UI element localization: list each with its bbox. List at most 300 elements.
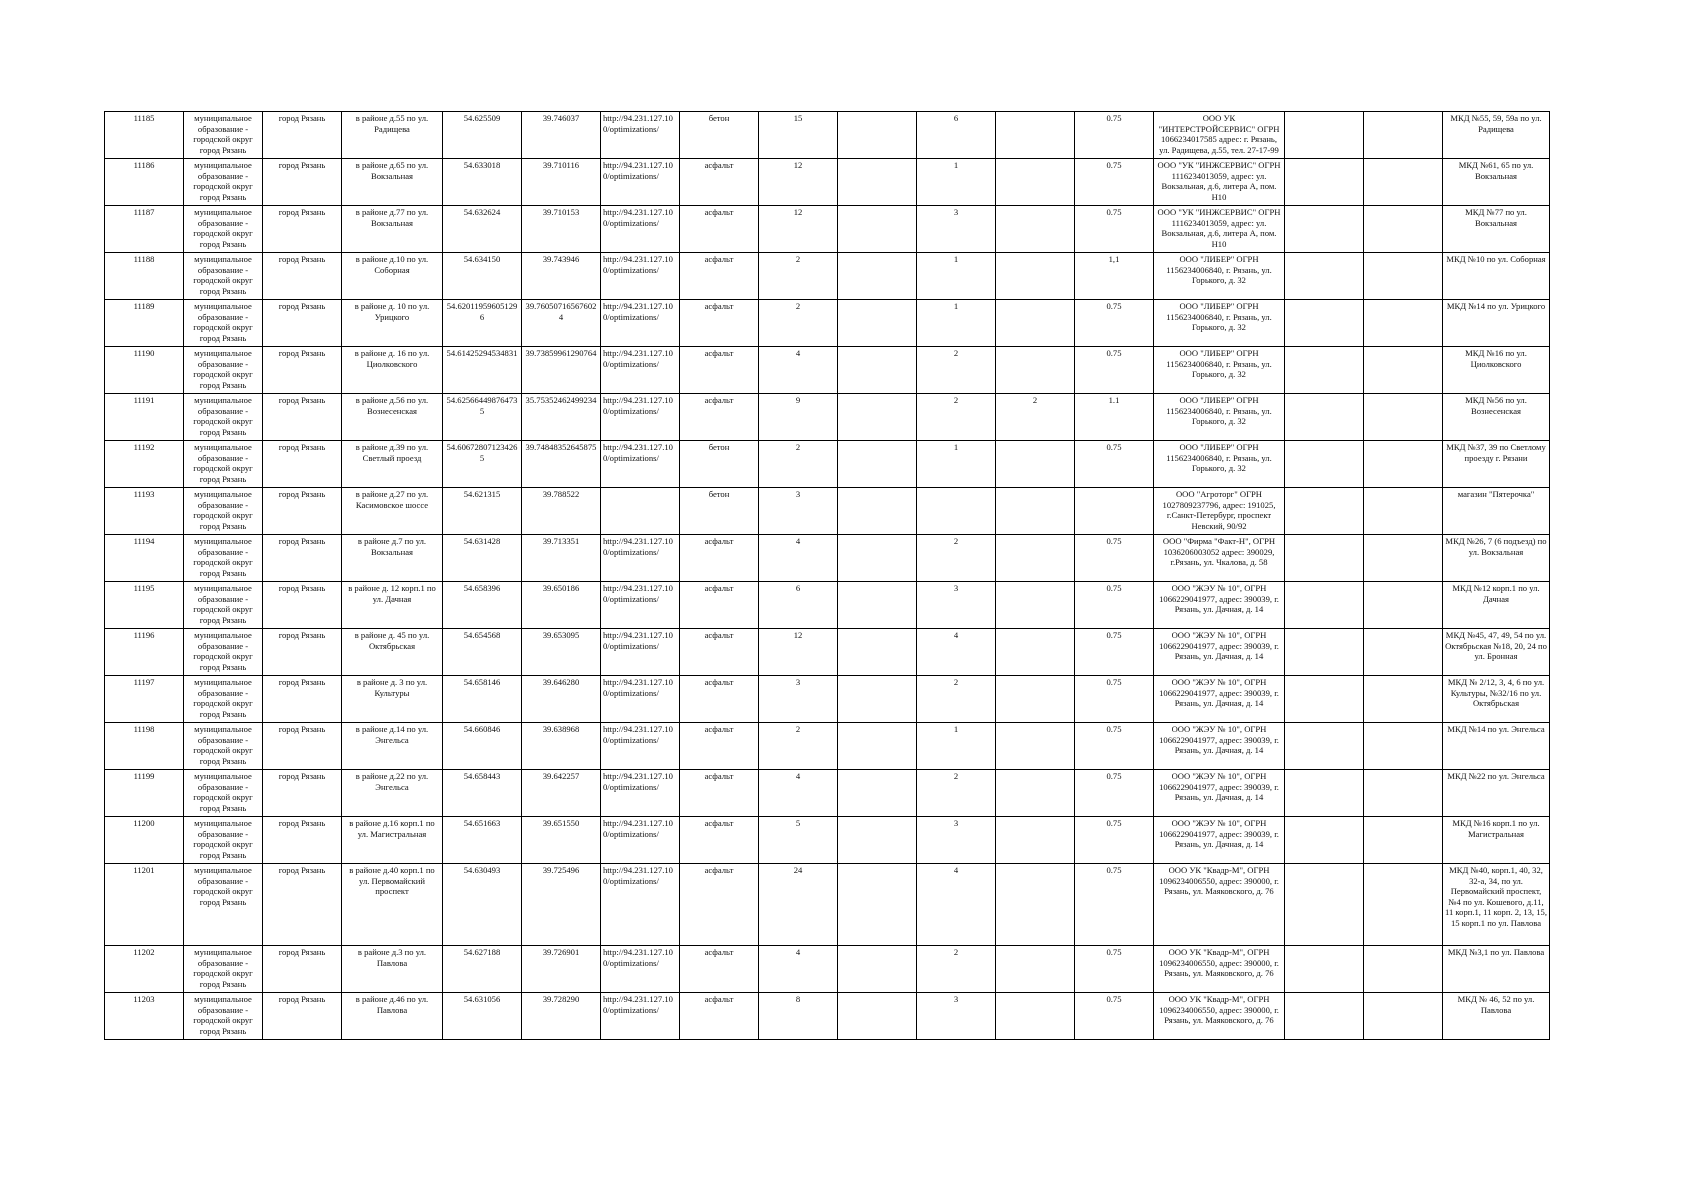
cell-sources: МКД №3,1 по ул. Павлова <box>1443 946 1550 993</box>
cell-col10 <box>838 441 917 488</box>
cell-col16 <box>1364 535 1443 582</box>
cell-longitude: 39.728290 <box>522 993 601 1040</box>
cell-city: город Рязань <box>263 488 342 535</box>
cell-id: 11202 <box>105 946 184 993</box>
cell-municipality: муниципальное образование - городской округ город Рязань <box>184 159 263 206</box>
cell-longitude: 39.642257 <box>522 770 601 817</box>
cell-area: 6 <box>759 582 838 629</box>
cell-surface: асфальт <box>680 159 759 206</box>
table-row <box>105 253 1550 300</box>
cell-col16 <box>1364 300 1443 347</box>
cell-col10 <box>838 817 917 864</box>
cell-url <box>601 488 680 535</box>
cell-surface: бетон <box>680 441 759 488</box>
cell-surface: асфальт <box>680 300 759 347</box>
table-row <box>105 535 1550 582</box>
cell-id: 11194 <box>105 535 184 582</box>
cell-col15 <box>1285 159 1364 206</box>
cell-col15 <box>1285 112 1364 159</box>
cell-volume: 0.75 <box>1075 629 1154 676</box>
cell-col15 <box>1285 993 1364 1040</box>
cell-longitude: 39.788522 <box>522 488 601 535</box>
cell-area: 12 <box>759 159 838 206</box>
cell-col16 <box>1364 394 1443 441</box>
cell-sources: МКД №77 по ул. Вокзальная <box>1443 206 1550 253</box>
cell-city: город Рязань <box>263 946 342 993</box>
cell-address: в районе д.46 по ул. Павлова <box>342 993 443 1040</box>
cell-col10 <box>838 394 917 441</box>
cell-volume: 0.75 <box>1075 676 1154 723</box>
cell-col10 <box>838 347 917 394</box>
cell-id: 11203 <box>105 993 184 1040</box>
cell-surface: бетон <box>680 488 759 535</box>
cell-col12 <box>996 112 1075 159</box>
table-row <box>105 347 1550 394</box>
cell-volume: 0.75 <box>1075 159 1154 206</box>
cell-containers: 2 <box>917 676 996 723</box>
cell-longitude: 39.74848352645875 <box>522 441 601 488</box>
cell-city: город Рязань <box>263 629 342 676</box>
cell-id: 11190 <box>105 347 184 394</box>
cell-address: в районе д.56 по ул. Вознесенская <box>342 394 443 441</box>
table-row <box>105 488 1550 535</box>
cell-city: город Рязань <box>263 723 342 770</box>
cell-address: в районе д.10 по ул. Соборная <box>342 253 443 300</box>
cell-longitude: 39.746037 <box>522 112 601 159</box>
cell-longitude: 39.743946 <box>522 253 601 300</box>
cell-url: http://94.231.127.100/optimizations/ <box>601 535 680 582</box>
cell-surface: асфальт <box>680 993 759 1040</box>
cell-city: город Рязань <box>263 993 342 1040</box>
cell-containers: 3 <box>917 206 996 253</box>
cell-sources: МКД № 46, 52 по ул. Павлова <box>1443 993 1550 1040</box>
cell-id: 11195 <box>105 582 184 629</box>
registry-table <box>104 111 1550 1040</box>
cell-address: в районе д.22 по ул. Энгельса <box>342 770 443 817</box>
cell-col15 <box>1285 770 1364 817</box>
cell-longitude: 39.760507165676024 <box>522 300 601 347</box>
cell-col12 <box>996 723 1075 770</box>
cell-owner: ООО "ЖЭУ № 10", ОГРН 1066229041977, адрес: 390039, г. Рязань, ул. Дачная, д. 14 <box>1154 770 1285 817</box>
cell-url: http://94.231.127.100/optimizations/ <box>601 347 680 394</box>
cell-col12 <box>996 253 1075 300</box>
cell-col15 <box>1285 582 1364 629</box>
cell-url: http://94.231.127.100/optimizations/ <box>601 112 680 159</box>
table-row <box>105 441 1550 488</box>
cell-owner: ООО "ЛИБЕР" ОГРН 1156234006840, г. Рязань, ул. Горького, д. 32 <box>1154 394 1285 441</box>
cell-col12 <box>996 629 1075 676</box>
cell-sources: МКД №22 по ул. Энгельса <box>1443 770 1550 817</box>
table-row <box>105 864 1550 946</box>
cell-latitude: 54.631428 <box>443 535 522 582</box>
cell-city: город Рязань <box>263 770 342 817</box>
cell-volume: 0.75 <box>1075 441 1154 488</box>
cell-city: город Рязань <box>263 159 342 206</box>
cell-latitude: 54.621315 <box>443 488 522 535</box>
cell-id: 11197 <box>105 676 184 723</box>
cell-containers: 6 <box>917 112 996 159</box>
cell-id: 11199 <box>105 770 184 817</box>
cell-municipality: муниципальное образование - городской округ город Рязань <box>184 629 263 676</box>
cell-containers: 2 <box>917 770 996 817</box>
cell-col10 <box>838 864 917 946</box>
cell-col16 <box>1364 676 1443 723</box>
cell-id: 11187 <box>105 206 184 253</box>
cell-col16 <box>1364 159 1443 206</box>
cell-longitude: 39.73859961290764 <box>522 347 601 394</box>
cell-sources: МКД №45, 47, 49, 54 по ул. Октябрьская №18, 20, 24 по ул. Бронная <box>1443 629 1550 676</box>
cell-col12 <box>996 993 1075 1040</box>
cell-address: в районе д. 12 корп.1 по ул. Дачная <box>342 582 443 629</box>
cell-city: город Рязань <box>263 394 342 441</box>
cell-area: 2 <box>759 300 838 347</box>
cell-volume: 1,1 <box>1075 253 1154 300</box>
cell-containers: 1 <box>917 441 996 488</box>
cell-col10 <box>838 723 917 770</box>
cell-city: город Рязань <box>263 535 342 582</box>
cell-sources: МКД №37, 39 по Светлому проезду г. Рязани <box>1443 441 1550 488</box>
cell-id: 11193 <box>105 488 184 535</box>
cell-city: город Рязань <box>263 300 342 347</box>
cell-containers: 2 <box>917 535 996 582</box>
cell-area: 12 <box>759 206 838 253</box>
cell-owner: ООО "ЖЭУ № 10", ОГРН 1066229041977, адрес: 390039, г. Рязань, ул. Дачная, д. 14 <box>1154 629 1285 676</box>
cell-municipality: муниципальное образование - городской округ город Рязань <box>184 112 263 159</box>
cell-latitude: 54.61425294534831 <box>443 347 522 394</box>
cell-owner: ООО "ЖЭУ № 10", ОГРН 1066229041977, адрес: 390039, г. Рязань, ул. Дачная, д. 14 <box>1154 582 1285 629</box>
cell-url: http://94.231.127.100/optimizations/ <box>601 394 680 441</box>
cell-col12 <box>996 159 1075 206</box>
cell-owner: ООО "ЛИБЕР" ОГРН 1156234006840, г. Рязань, ул. Горького, д. 32 <box>1154 253 1285 300</box>
cell-col10 <box>838 112 917 159</box>
cell-col16 <box>1364 723 1443 770</box>
table-row <box>105 300 1550 347</box>
cell-address: в районе д.39 по ул. Светлый проезд <box>342 441 443 488</box>
cell-area: 15 <box>759 112 838 159</box>
cell-volume: 0.75 <box>1075 206 1154 253</box>
cell-address: в районе д. 10 по ул. Урицкого <box>342 300 443 347</box>
cell-col10 <box>838 770 917 817</box>
cell-col10 <box>838 535 917 582</box>
table-row <box>105 629 1550 676</box>
cell-url: http://94.231.127.100/optimizations/ <box>601 864 680 946</box>
cell-col12 <box>996 206 1075 253</box>
cell-city: город Рязань <box>263 676 342 723</box>
cell-surface: асфальт <box>680 817 759 864</box>
cell-col16 <box>1364 946 1443 993</box>
cell-latitude: 54.632624 <box>443 206 522 253</box>
cell-col12 <box>996 676 1075 723</box>
cell-containers: 1 <box>917 723 996 770</box>
cell-owner: ООО "УК "ИНЖСЕРВИС" ОГРН 1116234013059, адрес: ул. Вокзальная, д.6, литера А, пом. Н10 <box>1154 206 1285 253</box>
cell-url: http://94.231.127.100/optimizations/ <box>601 582 680 629</box>
cell-col12 <box>996 582 1075 629</box>
cell-area: 5 <box>759 817 838 864</box>
cell-city: город Рязань <box>263 441 342 488</box>
cell-containers: 3 <box>917 993 996 1040</box>
cell-containers: 2 <box>917 347 996 394</box>
cell-volume: 0.75 <box>1075 723 1154 770</box>
cell-municipality: муниципальное образование - городской округ город Рязань <box>184 770 263 817</box>
cell-address: в районе д. 16 по ул. Циолковского <box>342 347 443 394</box>
cell-id: 11198 <box>105 723 184 770</box>
cell-area: 4 <box>759 946 838 993</box>
cell-col12 <box>996 535 1075 582</box>
cell-owner: ООО "ЖЭУ № 10", ОГРН 1066229041977, адрес: 390039, г. Рязань, ул. Дачная, д. 14 <box>1154 817 1285 864</box>
cell-url: http://94.231.127.100/optimizations/ <box>601 770 680 817</box>
cell-address: в районе д.40 корп.1 по ул. Первомайский проспект <box>342 864 443 946</box>
cell-sources: МКД № 2/12, 3, 4, 6 по ул. Культуры, №32/16 по ул. Октябрьская <box>1443 676 1550 723</box>
cell-volume: 0.75 <box>1075 946 1154 993</box>
cell-containers: 4 <box>917 629 996 676</box>
cell-owner: ООО "Агроторг" ОГРН 1027809237796, адрес: 191025, г.Санкт-Петербург, проспект Невский, 90/92 <box>1154 488 1285 535</box>
cell-col16 <box>1364 629 1443 676</box>
cell-owner: ООО "ЛИБЕР" ОГРН 1156234006840, г. Рязань, ул. Горького, д. 32 <box>1154 300 1285 347</box>
cell-longitude: 39.725496 <box>522 864 601 946</box>
cell-url: http://94.231.127.100/optimizations/ <box>601 629 680 676</box>
cell-col12 <box>996 946 1075 993</box>
table-row <box>105 112 1550 159</box>
cell-containers: 1 <box>917 300 996 347</box>
cell-surface: бетон <box>680 112 759 159</box>
cell-col10 <box>838 676 917 723</box>
cell-latitude: 54.634150 <box>443 253 522 300</box>
cell-latitude: 54.606728071234265 <box>443 441 522 488</box>
cell-col16 <box>1364 582 1443 629</box>
cell-col16 <box>1364 770 1443 817</box>
cell-col15 <box>1285 676 1364 723</box>
cell-longitude: 35.75352462499234 <box>522 394 601 441</box>
cell-municipality: муниципальное образование - городской округ город Рязань <box>184 723 263 770</box>
cell-address: в районе д.3 по ул. Павлова <box>342 946 443 993</box>
cell-area: 4 <box>759 347 838 394</box>
cell-surface: асфальт <box>680 535 759 582</box>
cell-url: http://94.231.127.100/optimizations/ <box>601 817 680 864</box>
cell-latitude: 54.633018 <box>443 159 522 206</box>
cell-area: 3 <box>759 488 838 535</box>
cell-address: в районе д. 3 по ул. Культуры <box>342 676 443 723</box>
cell-owner: ООО "ЛИБЕР" ОГРН 1156234006840, г. Рязань, ул. Горького, д. 32 <box>1154 347 1285 394</box>
cell-col16 <box>1364 253 1443 300</box>
cell-sources: МКД №61, 65 по ул. Вокзальная <box>1443 159 1550 206</box>
cell-col12: 2 <box>996 394 1075 441</box>
cell-id: 11200 <box>105 817 184 864</box>
cell-owner: ООО УК "Квадр-М", ОГРН 1096234006550, адрес: 390000, г. Рязань, ул. Маяковского, д. 76 <box>1154 993 1285 1040</box>
cell-sources: МКД №14 по ул. Урицкого <box>1443 300 1550 347</box>
cell-url: http://94.231.127.100/optimizations/ <box>601 993 680 1040</box>
cell-containers: 1 <box>917 253 996 300</box>
cell-owner: ООО УК "ИНТЕРСТРОЙСЕРВИС" ОГРН 1066234017585 адрес: г. Рязань, ул. Радищева, д.55, тел. 27-17-99 <box>1154 112 1285 159</box>
cell-col15 <box>1285 488 1364 535</box>
cell-col16 <box>1364 864 1443 946</box>
cell-col15 <box>1285 723 1364 770</box>
cell-latitude: 54.658396 <box>443 582 522 629</box>
cell-volume: 0.75 <box>1075 864 1154 946</box>
cell-col16 <box>1364 817 1443 864</box>
table-row <box>105 770 1550 817</box>
cell-surface: асфальт <box>680 582 759 629</box>
cell-sources: МКД №16 корп.1 по ул. Магистральная <box>1443 817 1550 864</box>
cell-col15 <box>1285 347 1364 394</box>
cell-url: http://94.231.127.100/optimizations/ <box>601 300 680 347</box>
cell-id: 11185 <box>105 112 184 159</box>
cell-id: 11191 <box>105 394 184 441</box>
cell-latitude: 54.625509 <box>443 112 522 159</box>
cell-surface: асфальт <box>680 676 759 723</box>
cell-sources: магазин "Пятерочка" <box>1443 488 1550 535</box>
cell-area: 24 <box>759 864 838 946</box>
table-row <box>105 993 1550 1040</box>
cell-surface: асфальт <box>680 723 759 770</box>
cell-address: в районе д.7 по ул. Вокзальная <box>342 535 443 582</box>
cell-col12 <box>996 488 1075 535</box>
cell-area: 4 <box>759 535 838 582</box>
cell-col15 <box>1285 535 1364 582</box>
cell-municipality: муниципальное образование - городской округ город Рязань <box>184 817 263 864</box>
cell-containers: 1 <box>917 159 996 206</box>
cell-sources: МКД №10 по ул. Соборная <box>1443 253 1550 300</box>
cell-owner: ООО "ЖЭУ № 10", ОГРН 1066229041977, адрес: 390039, г. Рязань, ул. Дачная, д. 14 <box>1154 676 1285 723</box>
cell-surface: асфальт <box>680 629 759 676</box>
cell-containers: 2 <box>917 946 996 993</box>
cell-area: 4 <box>759 770 838 817</box>
cell-address: в районе д.16 корп.1 по ул. Магистральная <box>342 817 443 864</box>
cell-col15 <box>1285 394 1364 441</box>
cell-col10 <box>838 206 917 253</box>
cell-volume: 0.75 <box>1075 993 1154 1040</box>
cell-id: 11186 <box>105 159 184 206</box>
cell-containers: 3 <box>917 582 996 629</box>
cell-latitude: 54.658146 <box>443 676 522 723</box>
cell-col12 <box>996 441 1075 488</box>
cell-id: 11189 <box>105 300 184 347</box>
table-row <box>105 817 1550 864</box>
cell-surface: асфальт <box>680 394 759 441</box>
table-row <box>105 582 1550 629</box>
cell-latitude: 54.627188 <box>443 946 522 993</box>
cell-owner: ООО УК "Квадр-М", ОГРН 1096234006550, адрес: 390000, г. Рязань, ул. Маяковского, д. 76 <box>1154 864 1285 946</box>
cell-col15 <box>1285 206 1364 253</box>
cell-col12 <box>996 300 1075 347</box>
cell-col10 <box>838 253 917 300</box>
cell-municipality: муниципальное образование - городской округ город Рязань <box>184 993 263 1040</box>
cell-area: 2 <box>759 253 838 300</box>
cell-col15 <box>1285 864 1364 946</box>
cell-address: в районе д.55 по ул. Радищева <box>342 112 443 159</box>
table-row <box>105 206 1550 253</box>
cell-municipality: муниципальное образование - городской округ город Рязань <box>184 535 263 582</box>
cell-id: 11192 <box>105 441 184 488</box>
cell-latitude: 54.660846 <box>443 723 522 770</box>
cell-col15 <box>1285 629 1364 676</box>
cell-col16 <box>1364 347 1443 394</box>
cell-area: 8 <box>759 993 838 1040</box>
cell-municipality: муниципальное образование - городской округ город Рязань <box>184 441 263 488</box>
cell-surface: асфальт <box>680 946 759 993</box>
cell-volume: 0.75 <box>1075 770 1154 817</box>
cell-col15 <box>1285 441 1364 488</box>
cell-latitude: 54.654568 <box>443 629 522 676</box>
cell-owner: ООО "Фирма "Факт-Н", ОГРН 1036206003052 адрес: 390029, г.Рязань, ул. Чкалова, д. 58 <box>1154 535 1285 582</box>
cell-latitude: 54.620119596051296 <box>443 300 522 347</box>
cell-municipality: муниципальное образование - городской округ город Рязань <box>184 488 263 535</box>
cell-col12 <box>996 347 1075 394</box>
cell-surface: асфальт <box>680 253 759 300</box>
cell-col16 <box>1364 112 1443 159</box>
cell-address: в районе д.27 по ул. Касимовское шоссе <box>342 488 443 535</box>
cell-sources: МКД №12 корп.1 по ул. Дачная <box>1443 582 1550 629</box>
cell-containers: 3 <box>917 817 996 864</box>
cell-url: http://94.231.127.100/optimizations/ <box>601 946 680 993</box>
cell-area: 12 <box>759 629 838 676</box>
cell-surface: асфальт <box>680 864 759 946</box>
cell-city: город Рязань <box>263 253 342 300</box>
cell-col10 <box>838 993 917 1040</box>
cell-volume <box>1075 488 1154 535</box>
cell-col15 <box>1285 946 1364 993</box>
cell-sources: МКД №55, 59, 59а по ул. Радищева <box>1443 112 1550 159</box>
cell-col12 <box>996 817 1075 864</box>
cell-volume: 0.75 <box>1075 347 1154 394</box>
cell-address: в районе д.65 по ул. Вокзальная <box>342 159 443 206</box>
cell-volume: 0.75 <box>1075 112 1154 159</box>
cell-longitude: 39.646280 <box>522 676 601 723</box>
cell-latitude: 54.631056 <box>443 993 522 1040</box>
cell-city: город Рязань <box>263 817 342 864</box>
cell-volume: 1.1 <box>1075 394 1154 441</box>
cell-surface: асфальт <box>680 206 759 253</box>
cell-col15 <box>1285 817 1364 864</box>
cell-sources: МКД №40, корп.1, 40, 32, 32-а, 34, по ул. Первомайский проспект, №4 по ул. Кошевого, д.11, 11 корп.1, 11 корп. 2, 13, 15, 15 корп.1 по ул. Павлова <box>1443 864 1550 946</box>
cell-volume: 0.75 <box>1075 300 1154 347</box>
cell-owner: ООО "ЛИБЕР" ОГРН 1156234006840, г. Рязань, ул. Горького, д. 32 <box>1154 441 1285 488</box>
cell-latitude: 54.658443 <box>443 770 522 817</box>
cell-longitude: 39.710116 <box>522 159 601 206</box>
cell-id: 11188 <box>105 253 184 300</box>
cell-col10 <box>838 300 917 347</box>
cell-city: город Рязань <box>263 112 342 159</box>
cell-municipality: муниципальное образование - городской округ город Рязань <box>184 206 263 253</box>
cell-col10 <box>838 488 917 535</box>
cell-municipality: муниципальное образование - городской округ город Рязань <box>184 946 263 993</box>
cell-area: 3 <box>759 676 838 723</box>
cell-col16 <box>1364 441 1443 488</box>
cell-city: город Рязань <box>263 206 342 253</box>
cell-municipality: муниципальное образование - городской округ город Рязань <box>184 864 263 946</box>
cell-address: в районе д.14 по ул. Энгельса <box>342 723 443 770</box>
cell-col10 <box>838 159 917 206</box>
table-row <box>105 394 1550 441</box>
cell-volume: 0.75 <box>1075 535 1154 582</box>
cell-city: город Рязань <box>263 864 342 946</box>
cell-url: http://94.231.127.100/optimizations/ <box>601 253 680 300</box>
cell-id: 11196 <box>105 629 184 676</box>
cell-owner: ООО "ЖЭУ № 10", ОГРН 1066229041977, адрес: 390039, г. Рязань, ул. Дачная, д. 14 <box>1154 723 1285 770</box>
cell-col10 <box>838 946 917 993</box>
cell-longitude: 39.651550 <box>522 817 601 864</box>
cell-containers <box>917 488 996 535</box>
cell-municipality: муниципальное образование - городской округ город Рязань <box>184 347 263 394</box>
cell-longitude: 39.650186 <box>522 582 601 629</box>
cell-containers: 4 <box>917 864 996 946</box>
cell-address: в районе д. 45 по ул. Октябрьская <box>342 629 443 676</box>
cell-sources: МКД №26, 7 (6 подъезд) по ул. Вокзальная <box>1443 535 1550 582</box>
cell-url: http://94.231.127.100/optimizations/ <box>601 441 680 488</box>
cell-longitude: 39.653095 <box>522 629 601 676</box>
cell-latitude: 54.651663 <box>443 817 522 864</box>
table-row <box>105 946 1550 993</box>
cell-surface: асфальт <box>680 347 759 394</box>
